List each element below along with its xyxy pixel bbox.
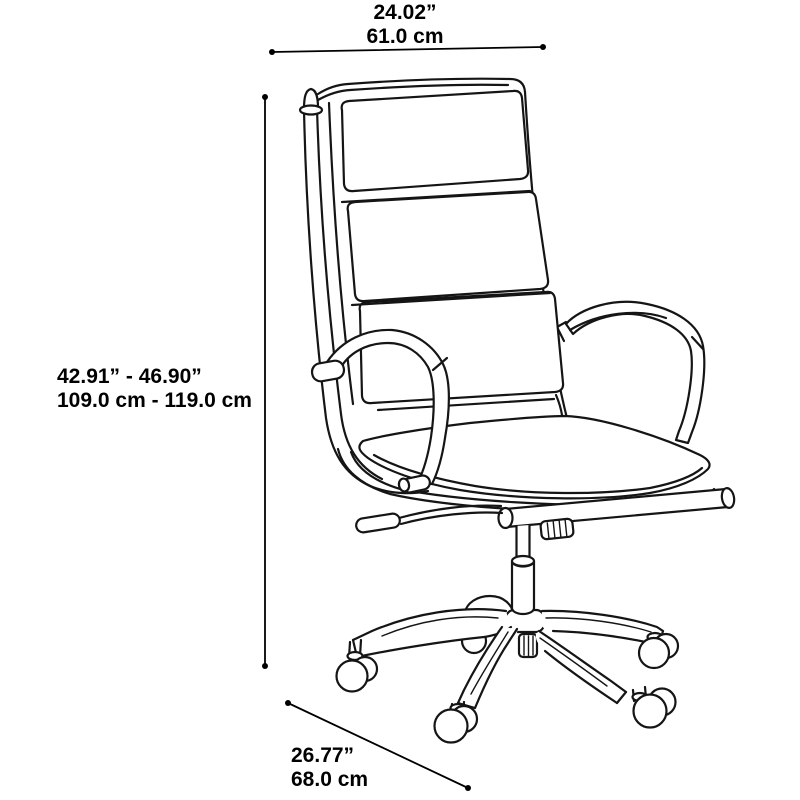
cylinder-stub [519, 634, 537, 657]
height-metric-value: 109.0 cm - 119.0 cm [57, 389, 252, 412]
depth-metric-value: 68.0 cm [291, 768, 369, 791]
depth-dimension-label [291, 744, 368, 792]
height-dimension-label [57, 365, 252, 413]
depth-imperial-value: 26.77” [291, 744, 355, 767]
height-dimension-line [262, 94, 268, 669]
width-metric-value: 61.0 cm [366, 25, 444, 48]
adjustment-knob [540, 518, 574, 539]
width-dimension-label [366, 1, 443, 49]
tilt-lever [355, 506, 502, 534]
height-imperial-value: 42.91” - 46.90” [57, 365, 202, 388]
base-legs [353, 609, 663, 708]
gas-cylinder [512, 525, 534, 614]
width-imperial-value: 24.02” [373, 1, 437, 24]
backrest-cushions [342, 91, 563, 415]
